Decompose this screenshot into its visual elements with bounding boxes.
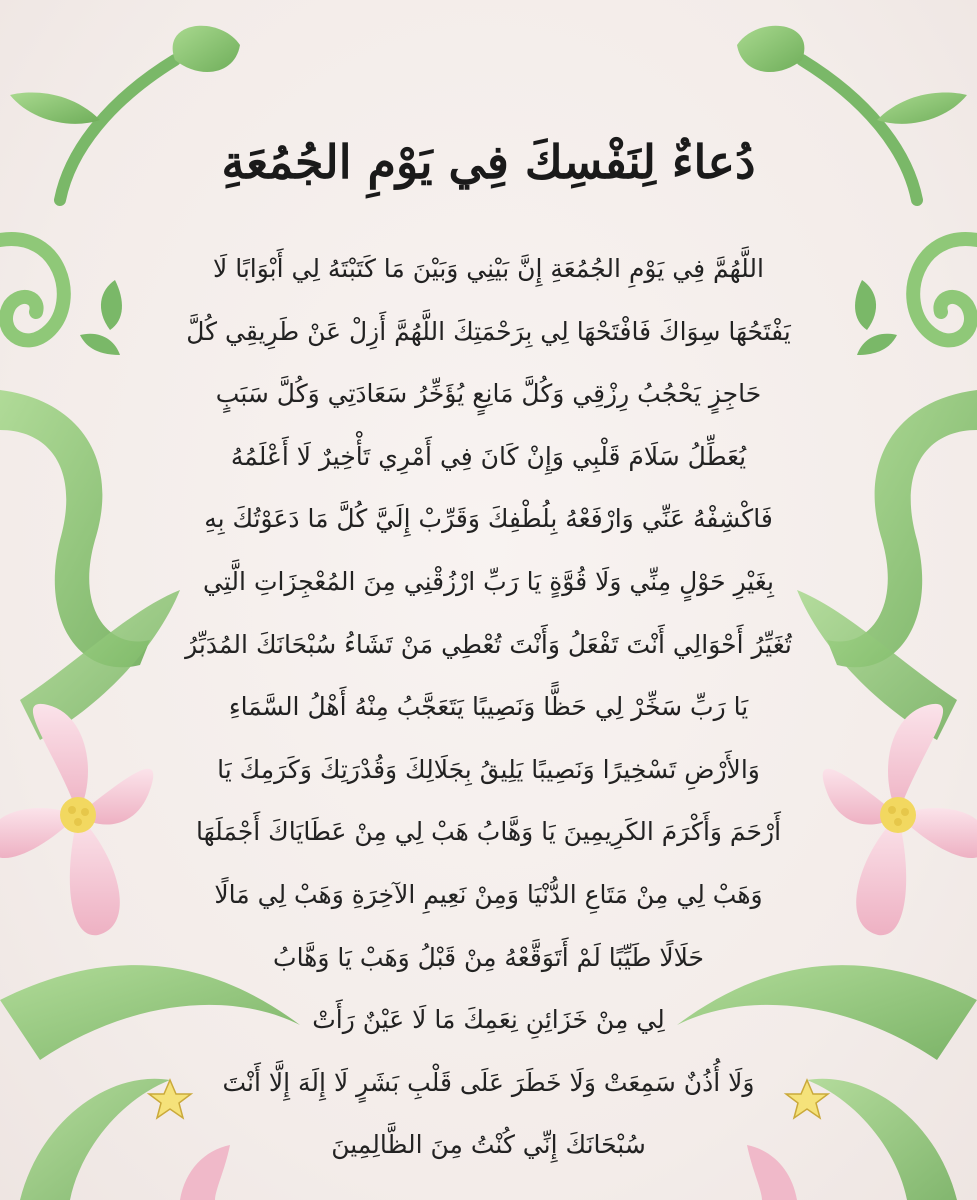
prayer-line: اللَّهُمَّ فِي يَوْمِ الجُمُعَةِ إِنَّ بَيْنِي وَبَيْنَ مَا كَتَبْتَهُ لِي أَبْوَابًا لَا (213, 254, 764, 283)
pink-flower-icon (823, 704, 977, 935)
prayer-text (170, 238, 807, 1177)
prayer-line: وَلَا أُذُنٌ سَمِعَتْ وَلَا خَطَرَ عَلَى قَلْبِ بَشَرٍ لَا إِلَهَ إِلَّا أَنْتَ (222, 1067, 755, 1097)
spiral-tendril-icon (855, 239, 977, 355)
prayer-line: يُعَطِّلُ سَلَامَ قَلْبِي وَإِنْ كَانَ فِي أَمْرِي تَأْخِيرٌ لَا أَعْلَمُهُ (230, 441, 747, 471)
prayer-line: وَالأَرْضِ تَسْخِيرًا وَنَصِيبًا يَلِيقُ بِجَلَالِكَ وَقُدْرَتِكَ وَكَرَمِكَ يَا (217, 754, 760, 784)
pink-flower-icon (0, 704, 153, 935)
prayer-line: بِغَيْرِ حَوْلٍ مِنِّي وَلَا قُوَّةٍ يَا رَبِّ ارْزُقْنِي مِنَ المُعْجِزَاتِ الَّتِي (203, 566, 774, 596)
prayer-line: لِي مِنْ خَزَائِنِ نِعَمِكَ مَا لَا عَيْنٌ رَأَتْ (312, 1005, 665, 1035)
prayer-line: يَا رَبِّ سَخِّرْ لِي حَظًّا وَنَصِيبًا يَتَعَجَّبُ مِنْهُ أَهْلُ السَّمَاءِ (228, 692, 749, 722)
prayer-line: فَاكْشِفْهُ عَنِّي وَارْفَعْهُ بِلُطْفِكَ وَقَرِّبْ إِلَيَّ كُلَّ مَا دَعَوْتُكَ بِهِ (204, 504, 773, 534)
page-title: دُعاءٌ لِنَفْسِكَ فِي يَوْمِ الجُمُعَةِ (221, 135, 756, 189)
spiral-tendril-icon (0, 239, 122, 355)
prayer-line: حَلَالًا طَيِّبًا لَمْ أَتَوَقَّعْهُ مِنْ قَبْلُ وَهَبْ يَا وَهَّابُ (273, 942, 704, 972)
prayer-line: حَاجِزٍ يَحْجُبُ رِزْقِي وَكُلَّ مَانِعٍ يُؤَخِّرُ سَعَادَتِي وَكُلَّ سَبَبٍ (215, 379, 762, 409)
prayer-line: أَرْحَمَ وَأَكْرَمَ الكَرِيمِينَ يَا وَهَّابُ هَبْ لِي مِنْ عَطَايَاكَ أَجْمَلَهَا (195, 817, 782, 847)
prayer-line: سُبْحَانَكَ إِنِّي كُنْتُ مِنَ الظَّالِمِينَ (331, 1130, 646, 1160)
prayer-line: وَهَبْ لِي مِنْ مَتَاعِ الدُّنْيَا وَمِنْ نَعِيمِ الآخِرَةِ وَهَبْ لِي مَالًا (214, 879, 763, 909)
prayer-line: يَفْتَحُهَا سِوَاكَ فَافْتَحْهَا لِي بِرَحْمَتِكَ اللَّهُمَّ أَزِلْ عَنْ طَرِيقِي كُلَّ (186, 316, 791, 346)
prayer-line: تُغَيِّرُ أَحْوَالِي أَنْتَ تَفْعَلُ وَأَنْتَ تُعْطِي مَنْ تَشَاءُ سُبْحَانَكَ المُدَبِّرُ (185, 629, 792, 659)
